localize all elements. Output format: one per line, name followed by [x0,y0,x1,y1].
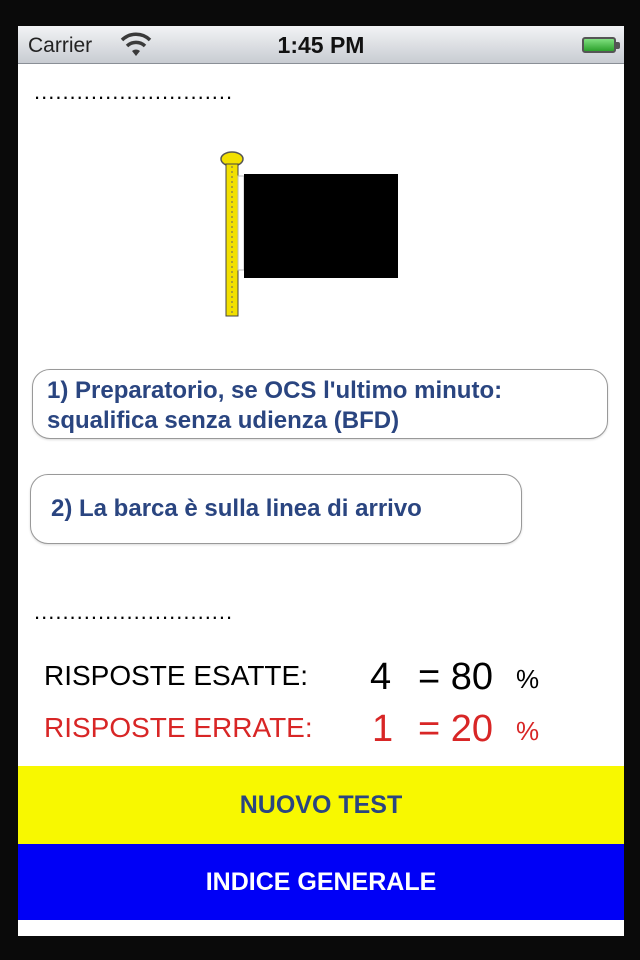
wrong-count: 1 [372,708,394,750]
separator-top: ............................ [34,79,234,104]
correct-label: RISPOSTE ESATTE: [44,660,308,691]
black-flag-icon [216,150,406,318]
battery-tip [616,42,620,49]
separator-bottom: ............................ [34,599,234,624]
general-index-button[interactable]: INDICE GENERALE [18,844,624,920]
carrier-label: Carrier [28,34,93,57]
answer-option-1[interactable] [32,369,608,439]
answer-1-line2: squalifica senza udienza (BFD) [47,407,400,434]
answer-option-2[interactable] [30,474,522,544]
new-test-button[interactable]: NUOVO TEST [18,766,624,844]
answer-1-line1: 1) Preparatorio, se OCS l'ultimo minuto: [47,377,503,404]
status-bar [18,26,624,64]
answer-2-text: 2) La barca è sulla linea di arrivo [51,495,422,522]
wrong-percent-sign: % [516,716,540,746]
app-screen [18,26,624,936]
battery-icon [582,37,616,53]
wrong-label: RISPOSTE ERRATE: [44,712,313,743]
correct-percent: = 80 [418,656,494,698]
wrong-percent: = 20 [418,708,494,750]
status-time: 1:45 PM [277,32,365,58]
correct-percent-sign: % [516,664,540,694]
correct-count: 4 [370,656,392,698]
